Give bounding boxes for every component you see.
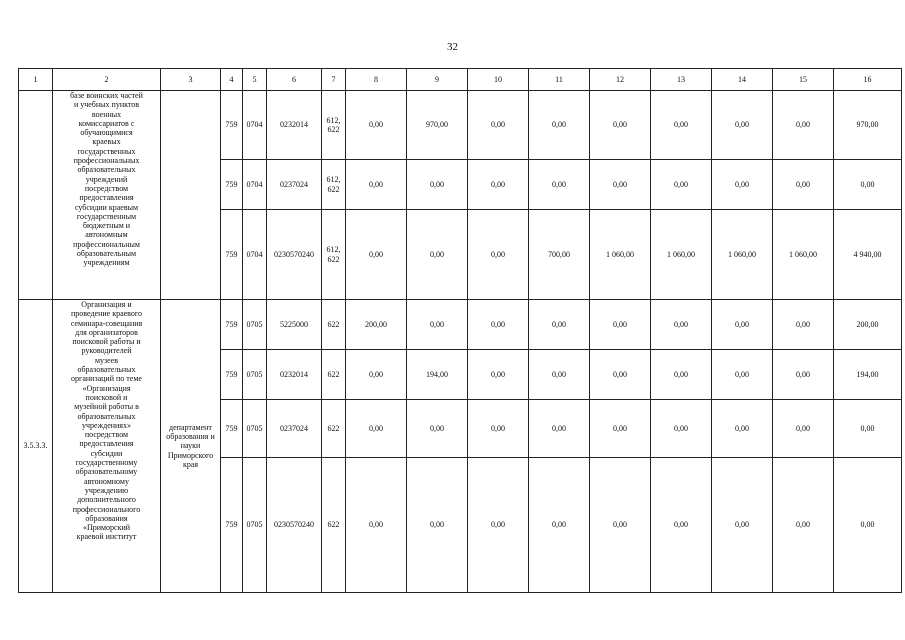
value-cell: 0,00 [590, 350, 651, 400]
value-cell: 0,00 [834, 160, 902, 210]
column-header: 16 [834, 69, 902, 91]
header-row [19, 69, 902, 91]
value-cell: 0,00 [773, 91, 834, 160]
value-cell: 200,00 [346, 300, 407, 350]
code-cell: 759 [221, 300, 243, 350]
value-cell: 0,00 [651, 350, 712, 400]
code-cell: 0704 [243, 91, 267, 160]
measure-id: 3.5.3.3. [19, 300, 53, 593]
code-cell: 0232014 [267, 91, 322, 160]
table-row [19, 300, 902, 350]
department-name: департамент образования и науки Приморского края [161, 300, 221, 593]
code-cell: 0705 [243, 458, 267, 593]
code-cell: 622 [322, 350, 346, 400]
column-header: 8 [346, 69, 407, 91]
value-cell: 0,00 [468, 210, 529, 300]
value-cell: 0,00 [407, 300, 468, 350]
value-cell: 4 940,00 [834, 210, 902, 300]
value-cell: 0,00 [407, 400, 468, 458]
value-cell: 194,00 [834, 350, 902, 400]
value-cell: 0,00 [651, 400, 712, 458]
value-cell: 0,00 [529, 350, 590, 400]
value-cell: 0,00 [773, 160, 834, 210]
code-cell: 612, 622 [322, 91, 346, 160]
value-cell: 1 060,00 [712, 210, 773, 300]
value-cell: 0,00 [651, 300, 712, 350]
code-cell: 0232014 [267, 350, 322, 400]
budget-table [18, 68, 902, 593]
value-cell: 0,00 [529, 91, 590, 160]
value-cell: 0,00 [651, 458, 712, 593]
code-cell: 0704 [243, 160, 267, 210]
value-cell: 1 060,00 [773, 210, 834, 300]
value-cell: 970,00 [407, 91, 468, 160]
code-cell: 622 [322, 300, 346, 350]
code-cell: 759 [221, 458, 243, 593]
column-header: 7 [322, 69, 346, 91]
value-cell: 1 060,00 [651, 210, 712, 300]
value-cell: 194,00 [407, 350, 468, 400]
value-cell: 0,00 [773, 350, 834, 400]
value-cell: 0,00 [712, 400, 773, 458]
value-cell: 0,00 [346, 400, 407, 458]
column-header: 14 [712, 69, 773, 91]
value-cell: 0,00 [590, 400, 651, 458]
value-cell: 0,00 [529, 458, 590, 593]
value-cell: 0,00 [590, 300, 651, 350]
value-cell: 0,00 [651, 160, 712, 210]
code-cell: 0705 [243, 400, 267, 458]
code-cell: 759 [221, 400, 243, 458]
value-cell: 0,00 [773, 400, 834, 458]
value-cell: 0,00 [346, 350, 407, 400]
code-cell: 622 [322, 400, 346, 458]
value-cell: 0,00 [407, 458, 468, 593]
code-cell: 0230570240 [267, 210, 322, 300]
column-header: 6 [267, 69, 322, 91]
code-cell: 612, 622 [322, 160, 346, 210]
value-cell: 0,00 [468, 400, 529, 458]
value-cell: 0,00 [346, 160, 407, 210]
value-cell: 0,00 [407, 160, 468, 210]
value-cell: 0,00 [346, 91, 407, 160]
value-cell: 0,00 [468, 160, 529, 210]
value-cell: 200,00 [834, 300, 902, 350]
value-cell: 0,00 [468, 300, 529, 350]
value-cell: 0,00 [712, 350, 773, 400]
column-header: 12 [590, 69, 651, 91]
value-cell: 0,00 [773, 300, 834, 350]
value-cell: 0,00 [651, 91, 712, 160]
code-cell: 0237024 [267, 160, 322, 210]
value-cell: 0,00 [590, 458, 651, 593]
code-cell: 759 [221, 91, 243, 160]
code-cell: 612, 622 [322, 210, 346, 300]
value-cell: 0,00 [346, 458, 407, 593]
value-cell: 0,00 [468, 91, 529, 160]
code-cell: 0237024 [267, 400, 322, 458]
value-cell: 0,00 [712, 91, 773, 160]
value-cell: 970,00 [834, 91, 902, 160]
code-cell: 622 [322, 458, 346, 593]
value-cell: 0,00 [773, 458, 834, 593]
value-cell: 0,00 [529, 160, 590, 210]
code-cell: 0705 [243, 300, 267, 350]
code-cell: 5225000 [267, 300, 322, 350]
column-header: 4 [221, 69, 243, 91]
value-cell: 0,00 [834, 400, 902, 458]
table-row [19, 91, 902, 160]
column-header: 1 [19, 69, 53, 91]
value-cell: 700,00 [529, 210, 590, 300]
column-header: 10 [468, 69, 529, 91]
value-cell: 0,00 [712, 458, 773, 593]
measure-description: Организация и проведение краевого семинара-совещания для организаторов поисковой работы и руководителей музеев образовательных организаций по теме «Организация поисковой и музейной работы в образовательных учреждениях» посредством предоставления субсидии государственному образовательному автономному учреждению дополнительного профессионального образования «Приморский краевой институт [53, 300, 161, 593]
id-cell-empty [19, 91, 53, 300]
page-number: 32 [447, 41, 458, 53]
value-cell: 1 060,00 [590, 210, 651, 300]
measure-description: базе воинских частей и учебных пунктов военных комиссариатов с обучающимися краевых государственных профессиональных образовательных учреждений посредством предоставления субсидии краевым государственным бюджетным и автономным профессиональным образовательным учреждениям [53, 91, 161, 300]
column-header: 3 [161, 69, 221, 91]
column-header: 15 [773, 69, 834, 91]
column-header: 13 [651, 69, 712, 91]
column-header: 11 [529, 69, 590, 91]
value-cell: 0,00 [468, 350, 529, 400]
code-cell: 0230570240 [267, 458, 322, 593]
department-cell-empty [161, 91, 221, 300]
code-cell: 759 [221, 160, 243, 210]
code-cell: 0704 [243, 210, 267, 300]
value-cell: 0,00 [712, 160, 773, 210]
value-cell: 0,00 [468, 458, 529, 593]
column-header: 9 [407, 69, 468, 91]
value-cell: 0,00 [590, 91, 651, 160]
value-cell: 0,00 [590, 160, 651, 210]
value-cell: 0,00 [712, 300, 773, 350]
code-cell: 759 [221, 210, 243, 300]
value-cell: 0,00 [346, 210, 407, 300]
column-header: 5 [243, 69, 267, 91]
code-cell: 0705 [243, 350, 267, 400]
value-cell: 0,00 [407, 210, 468, 300]
value-cell: 0,00 [529, 400, 590, 458]
value-cell: 0,00 [834, 458, 902, 593]
code-cell: 759 [221, 350, 243, 400]
value-cell: 0,00 [529, 300, 590, 350]
column-header: 2 [53, 69, 161, 91]
